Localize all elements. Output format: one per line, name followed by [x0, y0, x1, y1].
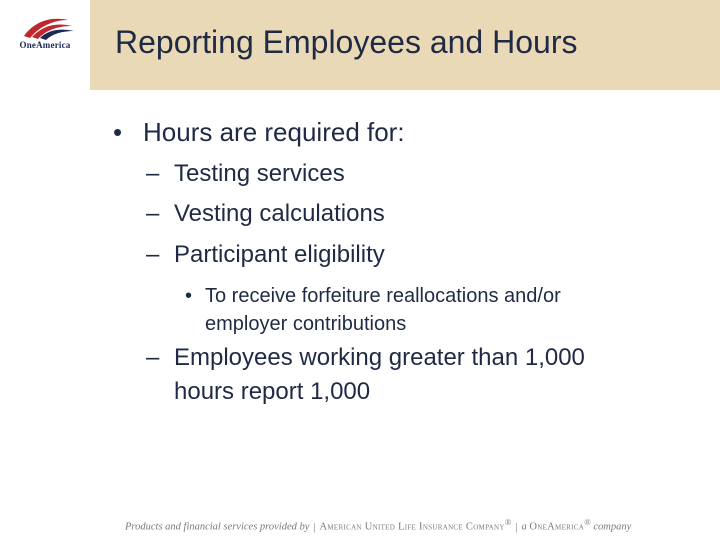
- footer-prefix: Products and financial services provided by: [125, 521, 310, 533]
- sub-bullet: [146, 341, 585, 409]
- sub-bullet-text: Testing services: [174, 160, 345, 187]
- footer-suffix: company: [593, 521, 632, 533]
- bullet-dot-icon: •: [185, 285, 193, 307]
- sub-bullet-text: Participant eligibility: [174, 241, 385, 268]
- bullet-dot-icon: •: [113, 117, 123, 147]
- sub-bullet-text-cont: hours report 1,000: [174, 378, 371, 405]
- logo: [0, 0, 90, 90]
- sub-bullet: [146, 157, 345, 191]
- footer-brand: OneAmerica: [529, 521, 585, 533]
- page-title: Reporting Employees and Hours: [115, 24, 578, 60]
- sub-sub-bullet-text: To receive forfeiture reallocations and/or: [205, 285, 561, 307]
- sub-bullet: [146, 197, 385, 231]
- sub-bullet: [146, 238, 385, 272]
- sub-bullet-text: Employees working greater than 1,000: [174, 344, 585, 371]
- dash-icon: –: [146, 160, 160, 187]
- footer-reg-mark: ®: [584, 517, 591, 527]
- footer-middle: a: [521, 521, 527, 533]
- dash-icon: –: [146, 241, 160, 268]
- dash-icon: –: [146, 344, 160, 371]
- footer-reg-mark: ®: [504, 517, 512, 527]
- slide-header: [0, 0, 720, 90]
- logo-text: OneAmerica: [19, 40, 71, 50]
- bullet-level1: [113, 117, 405, 148]
- footer-separator: |: [515, 521, 518, 533]
- footer: [125, 517, 631, 533]
- footer-company: American United Life Insurance Company: [319, 521, 505, 533]
- dash-icon: –: [146, 200, 160, 227]
- sub-sub-bullet-text-cont: employer contributions: [205, 313, 407, 335]
- sub-sub-bullet: [185, 282, 561, 338]
- flag-logo-icon: [10, 14, 80, 40]
- bullet-text: Hours are required for:: [143, 117, 405, 147]
- sub-bullet-text: Vesting calculations: [174, 200, 385, 227]
- footer-separator: |: [313, 521, 316, 533]
